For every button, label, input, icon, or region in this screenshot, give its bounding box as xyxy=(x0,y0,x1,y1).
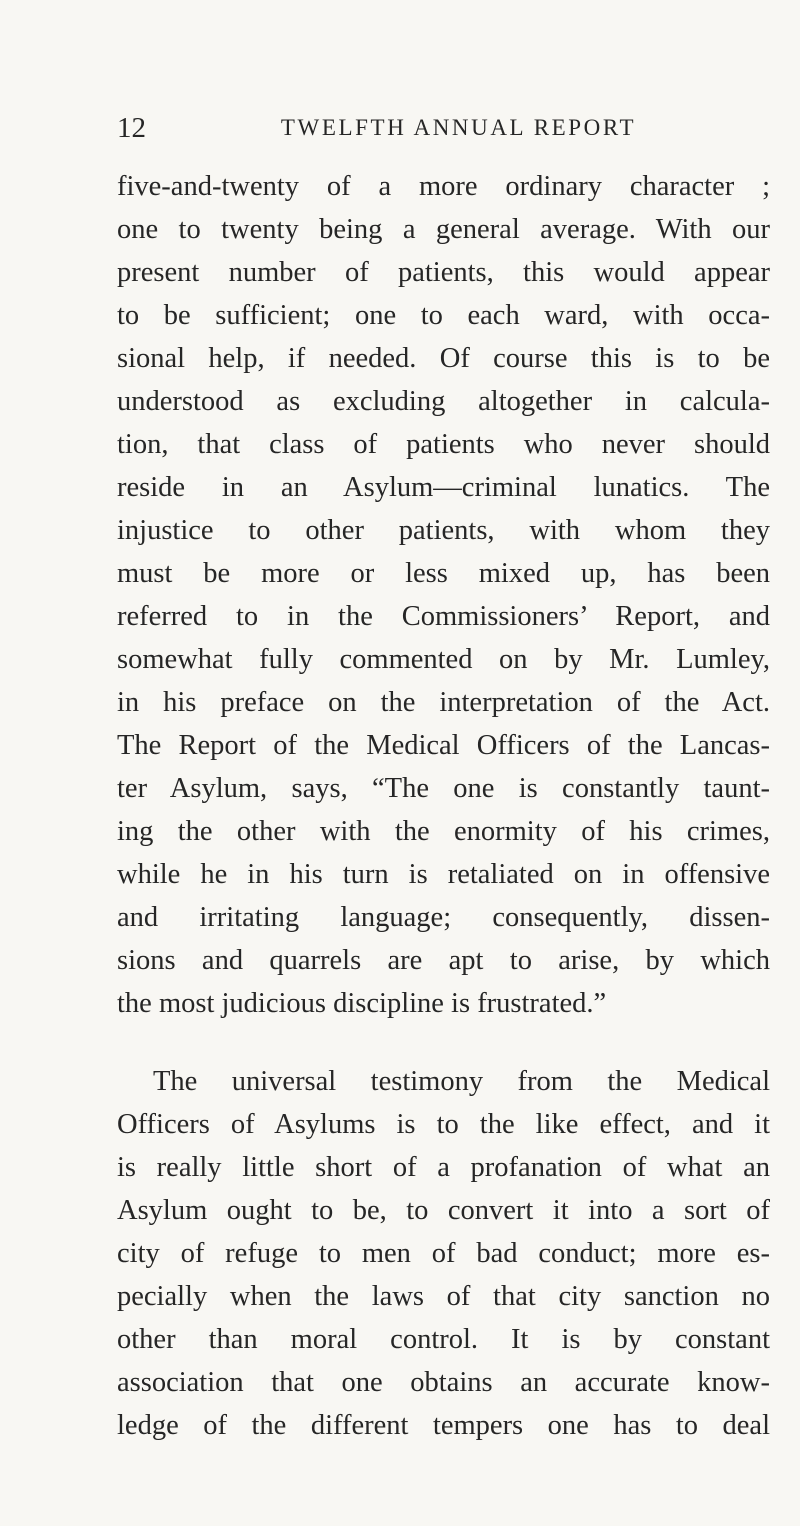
text-line: Asylum ought to be, to convert it into a sort of xyxy=(117,1195,770,1226)
page-number: 12 xyxy=(117,112,146,144)
text-line: to be sufficient; one to each ward, with occa- xyxy=(117,300,770,331)
text-line: pecially when the laws of that city sanction no xyxy=(117,1281,770,1312)
text-line: while he in his turn is retaliated on in offensive xyxy=(117,859,770,890)
text-line: sions and quarrels are apt to arise, by which xyxy=(117,945,770,976)
text-line: injustice to other patients, with whom they xyxy=(117,515,770,546)
paragraph-1 xyxy=(117,165,770,1025)
text-line: present number of patients, this would appear xyxy=(117,257,770,288)
text-line: referred to in the Commissioners’ Report, and xyxy=(117,601,770,632)
text-line: The Report of the Medical Officers of the Lancas- xyxy=(117,730,770,761)
text-line: the most judicious discipline is frustrated.” xyxy=(117,988,607,1019)
text-line: is really little short of a profanation of what an xyxy=(117,1152,770,1183)
text-line: ing the other with the enormity of his crimes, xyxy=(117,816,770,847)
text-line: understood as excluding altogether in calcula- xyxy=(117,386,770,417)
text-line: and irritating language; consequently, dissen- xyxy=(117,902,770,933)
text-line: one to twenty being a general average. With our xyxy=(117,214,770,245)
text-line: five-and-twenty of a more ordinary character ; xyxy=(117,171,770,202)
text-line: tion, that class of patients who never should xyxy=(117,429,770,460)
text-line: ter Asylum, says, “The one is constantly taunt- xyxy=(117,773,770,804)
text-line: somewhat fully commented on by Mr. Lumley, xyxy=(117,644,770,675)
text-line: sional help, if needed. Of course this is to be xyxy=(117,343,770,374)
text-line: in his preface on the interpretation of the Act. xyxy=(117,687,770,718)
text-line: The universal testimony from the Medical xyxy=(153,1066,770,1097)
text-line: association that one obtains an accurate know- xyxy=(117,1367,770,1398)
text-line: must be more or less mixed up, has been xyxy=(117,558,770,589)
text-line: reside in an Asylum—criminal lunatics. The xyxy=(117,472,770,503)
running-title: TWELFTH ANNUAL REPORT xyxy=(280,115,637,140)
text-line: other than moral control. It is by constant xyxy=(117,1324,770,1355)
paragraph-2 xyxy=(117,1060,770,1447)
text-line: Officers of Asylums is to the like effect, and it xyxy=(117,1109,770,1140)
text-line: city of refuge to men of bad conduct; more es- xyxy=(117,1238,770,1269)
page-header xyxy=(117,108,740,148)
text-line: ledge of the different tempers one has to deal xyxy=(117,1410,770,1441)
